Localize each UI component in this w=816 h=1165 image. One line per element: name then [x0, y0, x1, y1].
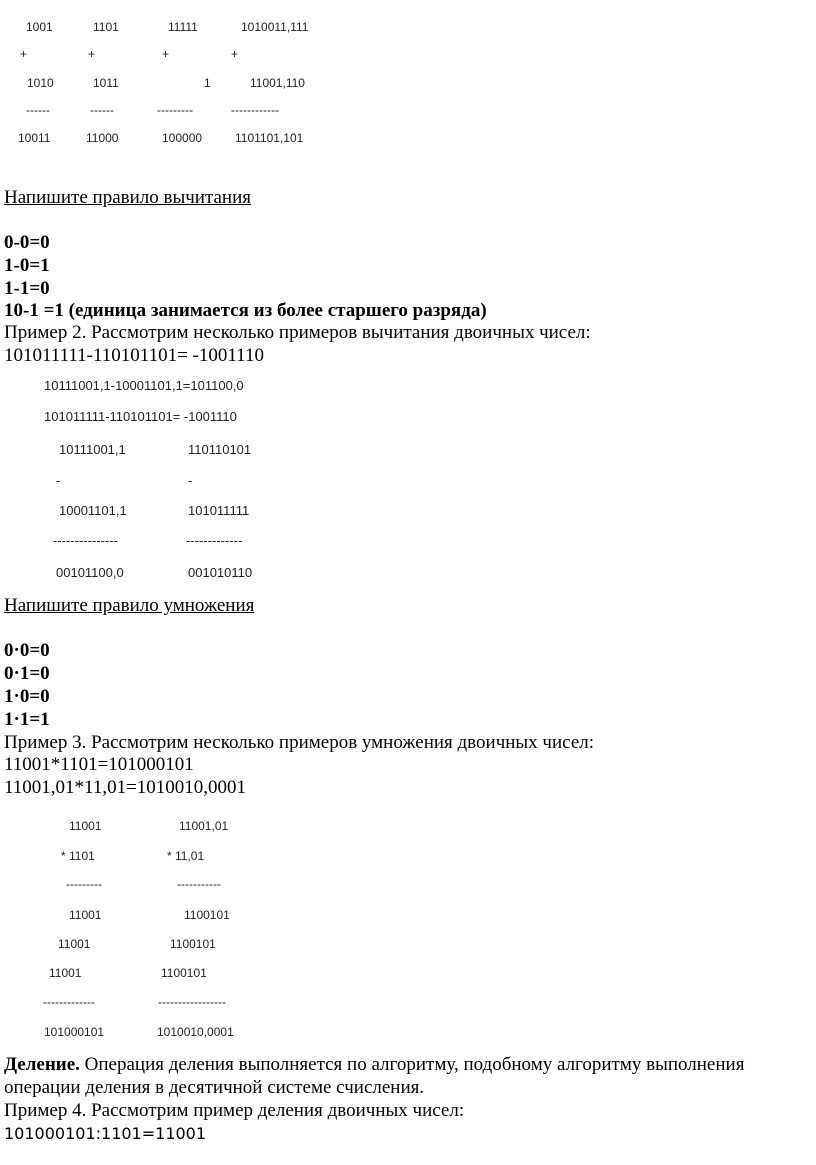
- sub-b2: 101011111: [188, 503, 250, 518]
- multiplication-rule-4: 1·1=1: [4, 709, 50, 730]
- add-op-a: +: [20, 47, 28, 61]
- add-rule-a: ------: [26, 103, 50, 117]
- subtraction-rule-4: 10-1 =1 (единица занимается из более старшего разряда): [4, 300, 487, 321]
- add-d2: 11001,110: [250, 76, 305, 90]
- add-c1: 11111: [168, 20, 198, 34]
- add-op-b: +: [88, 47, 96, 61]
- add-sum-c: 100000: [162, 131, 203, 145]
- sub-a1: 10111001,1: [59, 442, 126, 457]
- multiplication-heading: Напишите правило умножения: [4, 595, 255, 616]
- mul-p3-a: 11001: [49, 966, 82, 980]
- sub-b1: 110110101: [188, 442, 252, 457]
- sub-op-b: -: [188, 473, 193, 488]
- multiplication-example-line-2: 11001,01*11,01=1010010,0001: [4, 777, 247, 798]
- subtraction-rule-1: 0-0=0: [4, 232, 50, 253]
- sub-fig-line2: 101011111-110101101= -1001110: [44, 409, 237, 424]
- sub-rule-b: -------------: [186, 533, 243, 548]
- add-a2: 1010: [27, 76, 54, 90]
- multiplication-example-line-1: 11001*1101=101000101: [4, 754, 194, 775]
- division-text-line-1: Операция деления выполняется по алгоритму, подобному алгоритму выполнения: [79, 1054, 745, 1075]
- mul-res-a: 101000101: [44, 1025, 105, 1039]
- subtraction-heading: Напишите правило вычитания: [4, 187, 251, 208]
- sub-rule-a: ---------------: [53, 533, 118, 548]
- add-sum-a: 10011: [18, 131, 51, 145]
- mul-p1-b: 1100101: [184, 908, 230, 922]
- add-d1: 1010011,111: [241, 20, 309, 34]
- add-sum-b: 11000: [86, 131, 119, 145]
- multiplication-rule-3: 1·0=0: [4, 686, 50, 707]
- sub-op-a: -: [56, 473, 61, 488]
- mul-res-b: 1010010,0001: [157, 1025, 234, 1039]
- division-example-line: 101000101:1101=11001: [4, 1124, 207, 1143]
- mul-p2-b: 1100101: [170, 937, 216, 951]
- multiplication-rule-1: 0·0=0: [4, 640, 50, 661]
- add-rule-c: ---------: [157, 103, 193, 117]
- add-rule-d: ------------: [231, 103, 279, 117]
- sub-res-a: 00101100,0: [56, 565, 124, 580]
- mul-rule2-b: -----------------: [158, 995, 226, 1009]
- mul-b1: 11001,01: [179, 819, 229, 833]
- mul-rule2-a: -------------: [43, 995, 95, 1009]
- sub-fig-line1: 10111001,1-10001101,1=101100,0: [44, 378, 244, 393]
- mul-rule1-a: ---------: [66, 877, 102, 891]
- mul-a1: 11001: [69, 819, 102, 833]
- mul-rule1-b: -----------: [177, 877, 221, 891]
- add-b2: 1011: [93, 76, 119, 90]
- add-c2: 1: [204, 76, 211, 90]
- subtraction-rule-3: 1-1=0: [4, 278, 50, 299]
- mul-p3-b: 1100101: [161, 966, 207, 980]
- add-sum-d: 1101101,101: [235, 131, 304, 145]
- division-example-intro: Пример 4. Рассмотрим пример деления двоичных чисел:: [4, 1100, 465, 1121]
- subtraction-rule-2: 1-0=1: [4, 255, 50, 276]
- add-op-c: +: [162, 47, 170, 61]
- mul-p2-a: 11001: [58, 937, 91, 951]
- add-b1: 1101: [93, 20, 119, 34]
- sub-a2: 10001101,1: [59, 503, 127, 518]
- mul-b2: * 11,01: [167, 849, 205, 863]
- add-a1: 1001: [26, 20, 53, 34]
- mul-a2: * 1101: [61, 849, 95, 863]
- sub-res-b: 001010110: [188, 565, 253, 580]
- add-op-d: +: [231, 47, 239, 61]
- division-text-line-2: операции деления в десятичной системе счисления.: [4, 1077, 425, 1098]
- division-term: Деление.: [4, 1054, 80, 1075]
- subtraction-example-line: 101011111-110101101= -1001110: [4, 345, 264, 366]
- add-rule-b: ------: [90, 103, 114, 117]
- subtraction-example-intro: Пример 2. Рассмотрим несколько примеров вычитания двоичных чисел:: [4, 322, 591, 343]
- multiplication-example-intro: Пример 3. Рассмотрим несколько примеров умножения двоичных чисел:: [4, 732, 595, 753]
- mul-p1-a: 11001: [69, 908, 102, 922]
- multiplication-rule-2: 0·1=0: [4, 663, 50, 684]
- division-paragraph-line-1: [4, 1054, 744, 1076]
